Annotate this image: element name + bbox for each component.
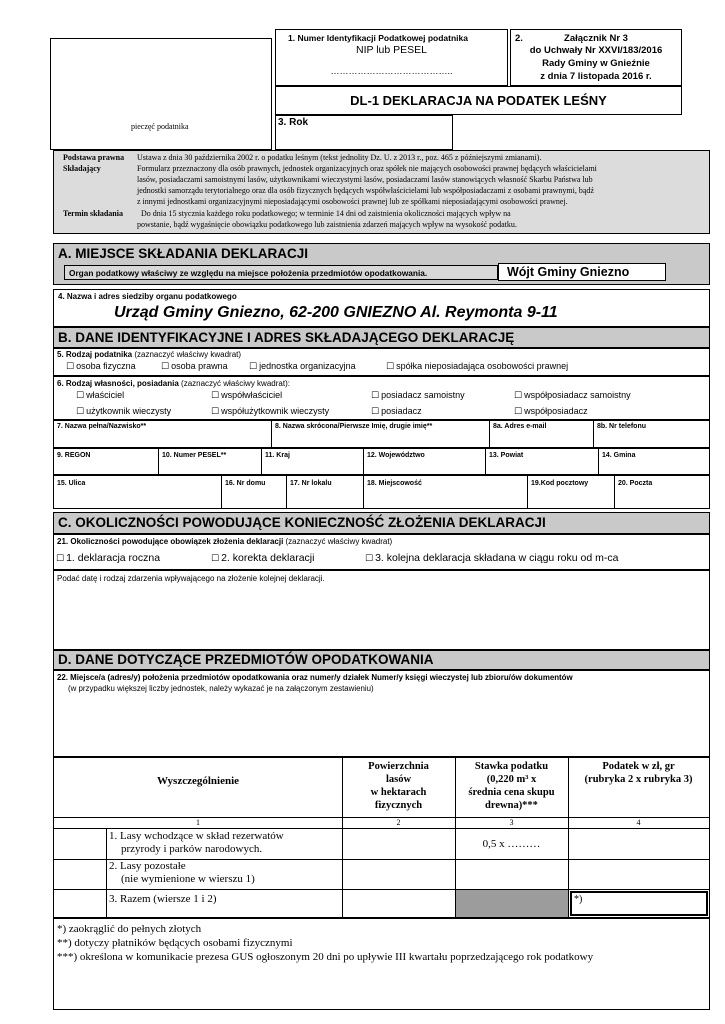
field-11-label[interactable]: 11. Kraj — [265, 452, 290, 459]
taxpayer-type-field — [53, 348, 710, 376]
identity-row-3 — [53, 475, 710, 509]
field-20-label[interactable]: 20. Poczta — [618, 480, 653, 487]
field-13-label[interactable]: 13. Powiat — [489, 452, 524, 459]
row-3-rate-shaded — [456, 890, 568, 917]
nip-field[interactable] — [275, 29, 508, 86]
taxpayer-type-title: 5. Rodzaj podatnika — [57, 350, 133, 359]
organ-address-label: 4. Nazwa i adres siedziby organu podatkowego — [58, 292, 237, 301]
col-number-2: 2 — [396, 818, 401, 827]
skladajacy-line: jednostki samorządu terytorialnego oraz dla osób fizycznych będących współwłaścicielami lub współposiadaczami z osobami prawnymi, bądź — [137, 186, 594, 195]
checkbox-osoba-fizyczna[interactable]: ☐ osoba fizyczna — [66, 361, 136, 372]
checkbox-jednostka[interactable]: ☐ jednostka organizacyjna — [249, 361, 356, 372]
field-7-label[interactable]: 7. Nazwa pełna/Nazwisko** — [57, 423, 147, 430]
field-8b-label[interactable]: 8b. Nr telefonu — [597, 423, 647, 430]
row-1-rate: 0,5 x ……… — [482, 838, 541, 850]
field-16-label[interactable]: 16. Nr domu — [225, 480, 266, 487]
termin-label: Termin składania — [63, 209, 123, 218]
skladajacy-label: Składający — [63, 164, 101, 173]
organ-value: Wójt Gminy Gniezno — [507, 265, 630, 279]
col-header-podatek-line: Podatek w zł, gr — [602, 761, 675, 772]
organ-address-value: Urząd Gminy Gniezno, 62-200 GNIEZNO Al. Reymonta 9-11 — [114, 304, 558, 321]
ownership-type-field — [53, 376, 710, 420]
row-3-total-mark: *) — [574, 894, 583, 905]
checkbox-posiadacz[interactable]: ☐ posiadacz — [371, 406, 422, 417]
section-a-header — [53, 243, 710, 285]
col-header-powierzchnia-line: Powierzchnia — [368, 761, 429, 772]
checkbox-wspolposiadacz-samoistny[interactable]: ☐ współposiadacz samoistny — [514, 390, 631, 401]
nip-subtitle: NIP lub PESEL — [355, 44, 427, 56]
skladajacy-line: lasów, posiadaczami samoistnymi lasów, użytkownikami wieczystymi lasów, posiadaczami lasów stanowiących własność Skarbu Państwa lub — [137, 175, 593, 184]
checkbox-wspoluzytkownik-wieczysty[interactable]: ☐ współużytkownik wieczysty — [211, 406, 329, 417]
row-3-total-cell[interactable] — [570, 891, 708, 916]
field-14-label[interactable]: 14. Gmina — [602, 452, 636, 459]
section-d-header — [53, 650, 710, 670]
taxpayer-type-label — [57, 350, 241, 359]
col-header-powierzchnia-line: fizycznych — [374, 800, 423, 811]
col-header-stawka-line: (0,220 m³ x — [486, 774, 537, 785]
row-1-label — [109, 830, 284, 856]
location-label: 22. Miejsce/a (adres/y) położenia przedmiotów opodatkowania oraz numer/y działek Numer/y księgi wieczystej lub zbioru/ów dokumentów — [57, 673, 573, 682]
event-description-label: Podać datę i rodzaj zdarzenia wpływającego na złożenie kolejnej deklaracji. — [57, 574, 325, 583]
field-19-label[interactable]: 19.Kod pocztowy — [531, 480, 589, 487]
checkbox-osoba-prawna[interactable]: ☐ osoba prawna — [161, 361, 228, 372]
checkbox-deklaracja-roczna[interactable]: ☐ 1. deklaracja roczna — [56, 552, 160, 564]
attachment-line4: z dnia 7 listopada 2016 r. — [540, 71, 652, 82]
organ-address-field — [53, 289, 710, 327]
circumstances-label — [57, 537, 392, 546]
col-header-powierzchnia-line: lasów — [385, 774, 412, 785]
checkbox-wspolposiadacz[interactable]: ☐ współposiadacz — [514, 406, 588, 417]
nip-dots: ………………………………….. — [330, 66, 453, 76]
section-b-title: B. DANE IDENTYFIKACYJNE I ADRES SKŁADAJĄCEGO DEKLARACJĘ — [58, 330, 515, 345]
field-10-label[interactable]: 10. Numer PESEL** — [162, 452, 227, 459]
organ-label: Organ podatkowy właściwy ze względu na miejsce położenia przedmiotów opodatkowania. — [69, 268, 428, 278]
circumstances-field — [53, 534, 710, 570]
section-d-title: D. DANE DOTYCZĄCE PRZEDMIOTÓW OPODATKOWANIA — [58, 652, 434, 667]
nip-title: 1. Numer Identyfikacji Podatkowej podatnika — [288, 33, 468, 43]
col-header-powierzchnia-line: w hektarach — [370, 787, 427, 798]
col-header-stawka-line: drewna)*** — [485, 800, 538, 811]
section-c-header — [53, 512, 710, 534]
row-1-label-line: przyrody i parków narodowych. — [121, 843, 263, 855]
attachment-line2: do Uchwały Nr XXVI/183/2016 — [529, 45, 663, 56]
col-header-podatek — [568, 760, 709, 786]
checkbox-posiadacz-samoistny[interactable]: ☐ posiadacz samoistny — [371, 390, 465, 401]
stamp-label: pieczęć podatnika — [131, 122, 189, 131]
section-c-title: C. OKOLICZNOŚCI POWODUJĄCE KONIECZNOŚĆ ZŁOŻENIA DEKLARACJI — [58, 515, 546, 530]
identity-row-1 — [53, 420, 710, 448]
footnote-2: **) dotyczy płatników będących osobami fizycznymi — [57, 937, 293, 949]
ownership-type-hint: (zaznaczyć właściwy kwadrat): — [178, 379, 290, 388]
field-15-label[interactable]: 15. Ulica — [57, 480, 86, 487]
skladajacy-line: z innymi jednostkami organizacyjnymi nieposiadającymi osobowości prawnej lub ze spółkami nieposiadającymi osobowości prawnej. — [137, 197, 568, 206]
year-label: 3. Rok — [278, 117, 309, 128]
section-b-header — [53, 327, 710, 348]
field-8-label[interactable]: 8. Nazwa skrócona/Pierwsze Imię, drugie imię** — [275, 423, 433, 430]
ownership-type-label — [57, 379, 290, 388]
col-header-powierzchnia — [342, 760, 455, 812]
taxpayer-type-hint: (zaznaczyć właściwy kwadrat) — [132, 350, 242, 359]
organ-label-box — [64, 265, 498, 280]
podstawa-label: Podstawa prawna — [63, 153, 125, 162]
col-header-stawka-line: Stawka podatku — [474, 761, 549, 772]
legal-info-box — [53, 150, 710, 234]
footnote-3: ***) określona w komunikacie prezesa GUS ogłoszonym 20 dni po upływie III kwartału poprzedzającego rok podatkowy — [57, 951, 594, 963]
termin-line: powstanie, bądź wygaśnięcie obowiązku podatkowego lub zaistnienia zdarzeń mających wpływ na wysokość podatku. — [137, 220, 517, 229]
checkbox-korekta[interactable]: ☐ 2. korekta deklaracji — [211, 552, 314, 564]
footnote-1: *) zaokrąglić do pełnych złotych — [57, 923, 202, 935]
attachment-line3: Rady Gminy w Gnieźnie — [542, 58, 650, 69]
attachment-number: 2. — [515, 33, 523, 44]
row-1-label-line: 1. Lasy wchodzące w skład rezerwatów — [109, 830, 284, 842]
col-number-3: 3 — [509, 818, 514, 827]
declaration-title: DL-1 DEKLARACJA NA PODATEK LEŚNY — [350, 93, 607, 108]
event-description-field[interactable] — [53, 570, 710, 650]
checkbox-spolka[interactable]: ☐ spółka nieposiadająca osobowości prawnej — [386, 361, 568, 372]
declaration-title-box — [275, 86, 682, 115]
field-12-label[interactable]: 12. Województwo — [367, 452, 425, 459]
location-hint: (w przypadku większej liczby jednostek, należy wykazać je na załączonym zestawieniu) — [68, 684, 374, 693]
col-header-stawka-line: średnia cena skupu — [468, 787, 555, 798]
attachment-line1: Załącznik Nr 3 — [564, 33, 628, 44]
section-a-title: A. MIEJSCE SKŁADANIA DEKLARACJI — [58, 246, 309, 261]
circumstances-title: 21. Okoliczności powodujące obowiązek złożenia deklaracji — [57, 537, 284, 546]
col-number-1: 1 — [196, 818, 200, 827]
podstawa-text: Ustawa z dnia 30 października 2002 r. o podatku leśnym (tekst jednolity Dz. U. z 2013 r., poz. 465 z późniejszymi zmianami). — [137, 153, 542, 162]
row-2-label-line: 2. Lasy pozostałe — [109, 860, 186, 872]
attachment-box — [510, 29, 682, 86]
footnotes-box — [53, 918, 710, 1010]
field-18-label[interactable]: 18. Miejscowość — [367, 480, 422, 487]
ownership-type-title: 6. Rodzaj własności, posiadania — [57, 379, 179, 388]
field-17-label[interactable]: 17. Nr lokalu — [290, 480, 332, 487]
checkbox-kolejna-deklaracja[interactable]: ☐ 3. kolejna deklaracja składana w ciągu roku od m-ca — [365, 552, 618, 564]
col-number-4: 4 — [636, 818, 641, 827]
field-8a-label[interactable]: 8a. Adres e-mail — [493, 423, 547, 430]
row-2-label-line: (nie wymienione w wierszu 1) — [121, 873, 255, 885]
skladajacy-line: Formularz przeznaczony dla osób prawnych, jednostek organizacyjnych oraz spółek nie mających osobowości prawnej będących właścicielami — [137, 164, 597, 173]
col-header-podatek-line: (rubryka 2 x rubryka 3) — [584, 774, 693, 785]
circumstances-hint: (zaznaczyć właściwy kwadrat) — [283, 537, 393, 546]
field-9-label[interactable]: 9. REGON — [57, 452, 91, 459]
stamp-box — [50, 38, 272, 150]
col-header-wyszczegolnienie: Wyszczególnienie — [156, 775, 240, 787]
identity-row-2 — [53, 448, 710, 475]
year-field[interactable] — [275, 115, 453, 150]
checkbox-uzytkownik-wieczysty[interactable]: ☐ użytkownik wieczysty — [76, 406, 171, 417]
checkbox-wspolwlasciciel[interactable]: ☐ współwłaściciel — [211, 390, 282, 401]
tax-table — [53, 757, 710, 918]
location-field[interactable] — [53, 670, 710, 757]
row-2-label — [109, 860, 255, 886]
row-3-label: 3. Razem (wiersze 1 i 2) — [109, 893, 217, 905]
organ-value-box — [498, 263, 666, 281]
col-header-stawka — [455, 760, 568, 812]
termin-line: Do dnia 15 stycznia każdego roku podatkowego; w terminie 14 dni od zaistnienia okoliczności mających wpływ na — [141, 209, 511, 218]
checkbox-wlasciciel[interactable]: ☐ właściciel — [76, 390, 124, 401]
